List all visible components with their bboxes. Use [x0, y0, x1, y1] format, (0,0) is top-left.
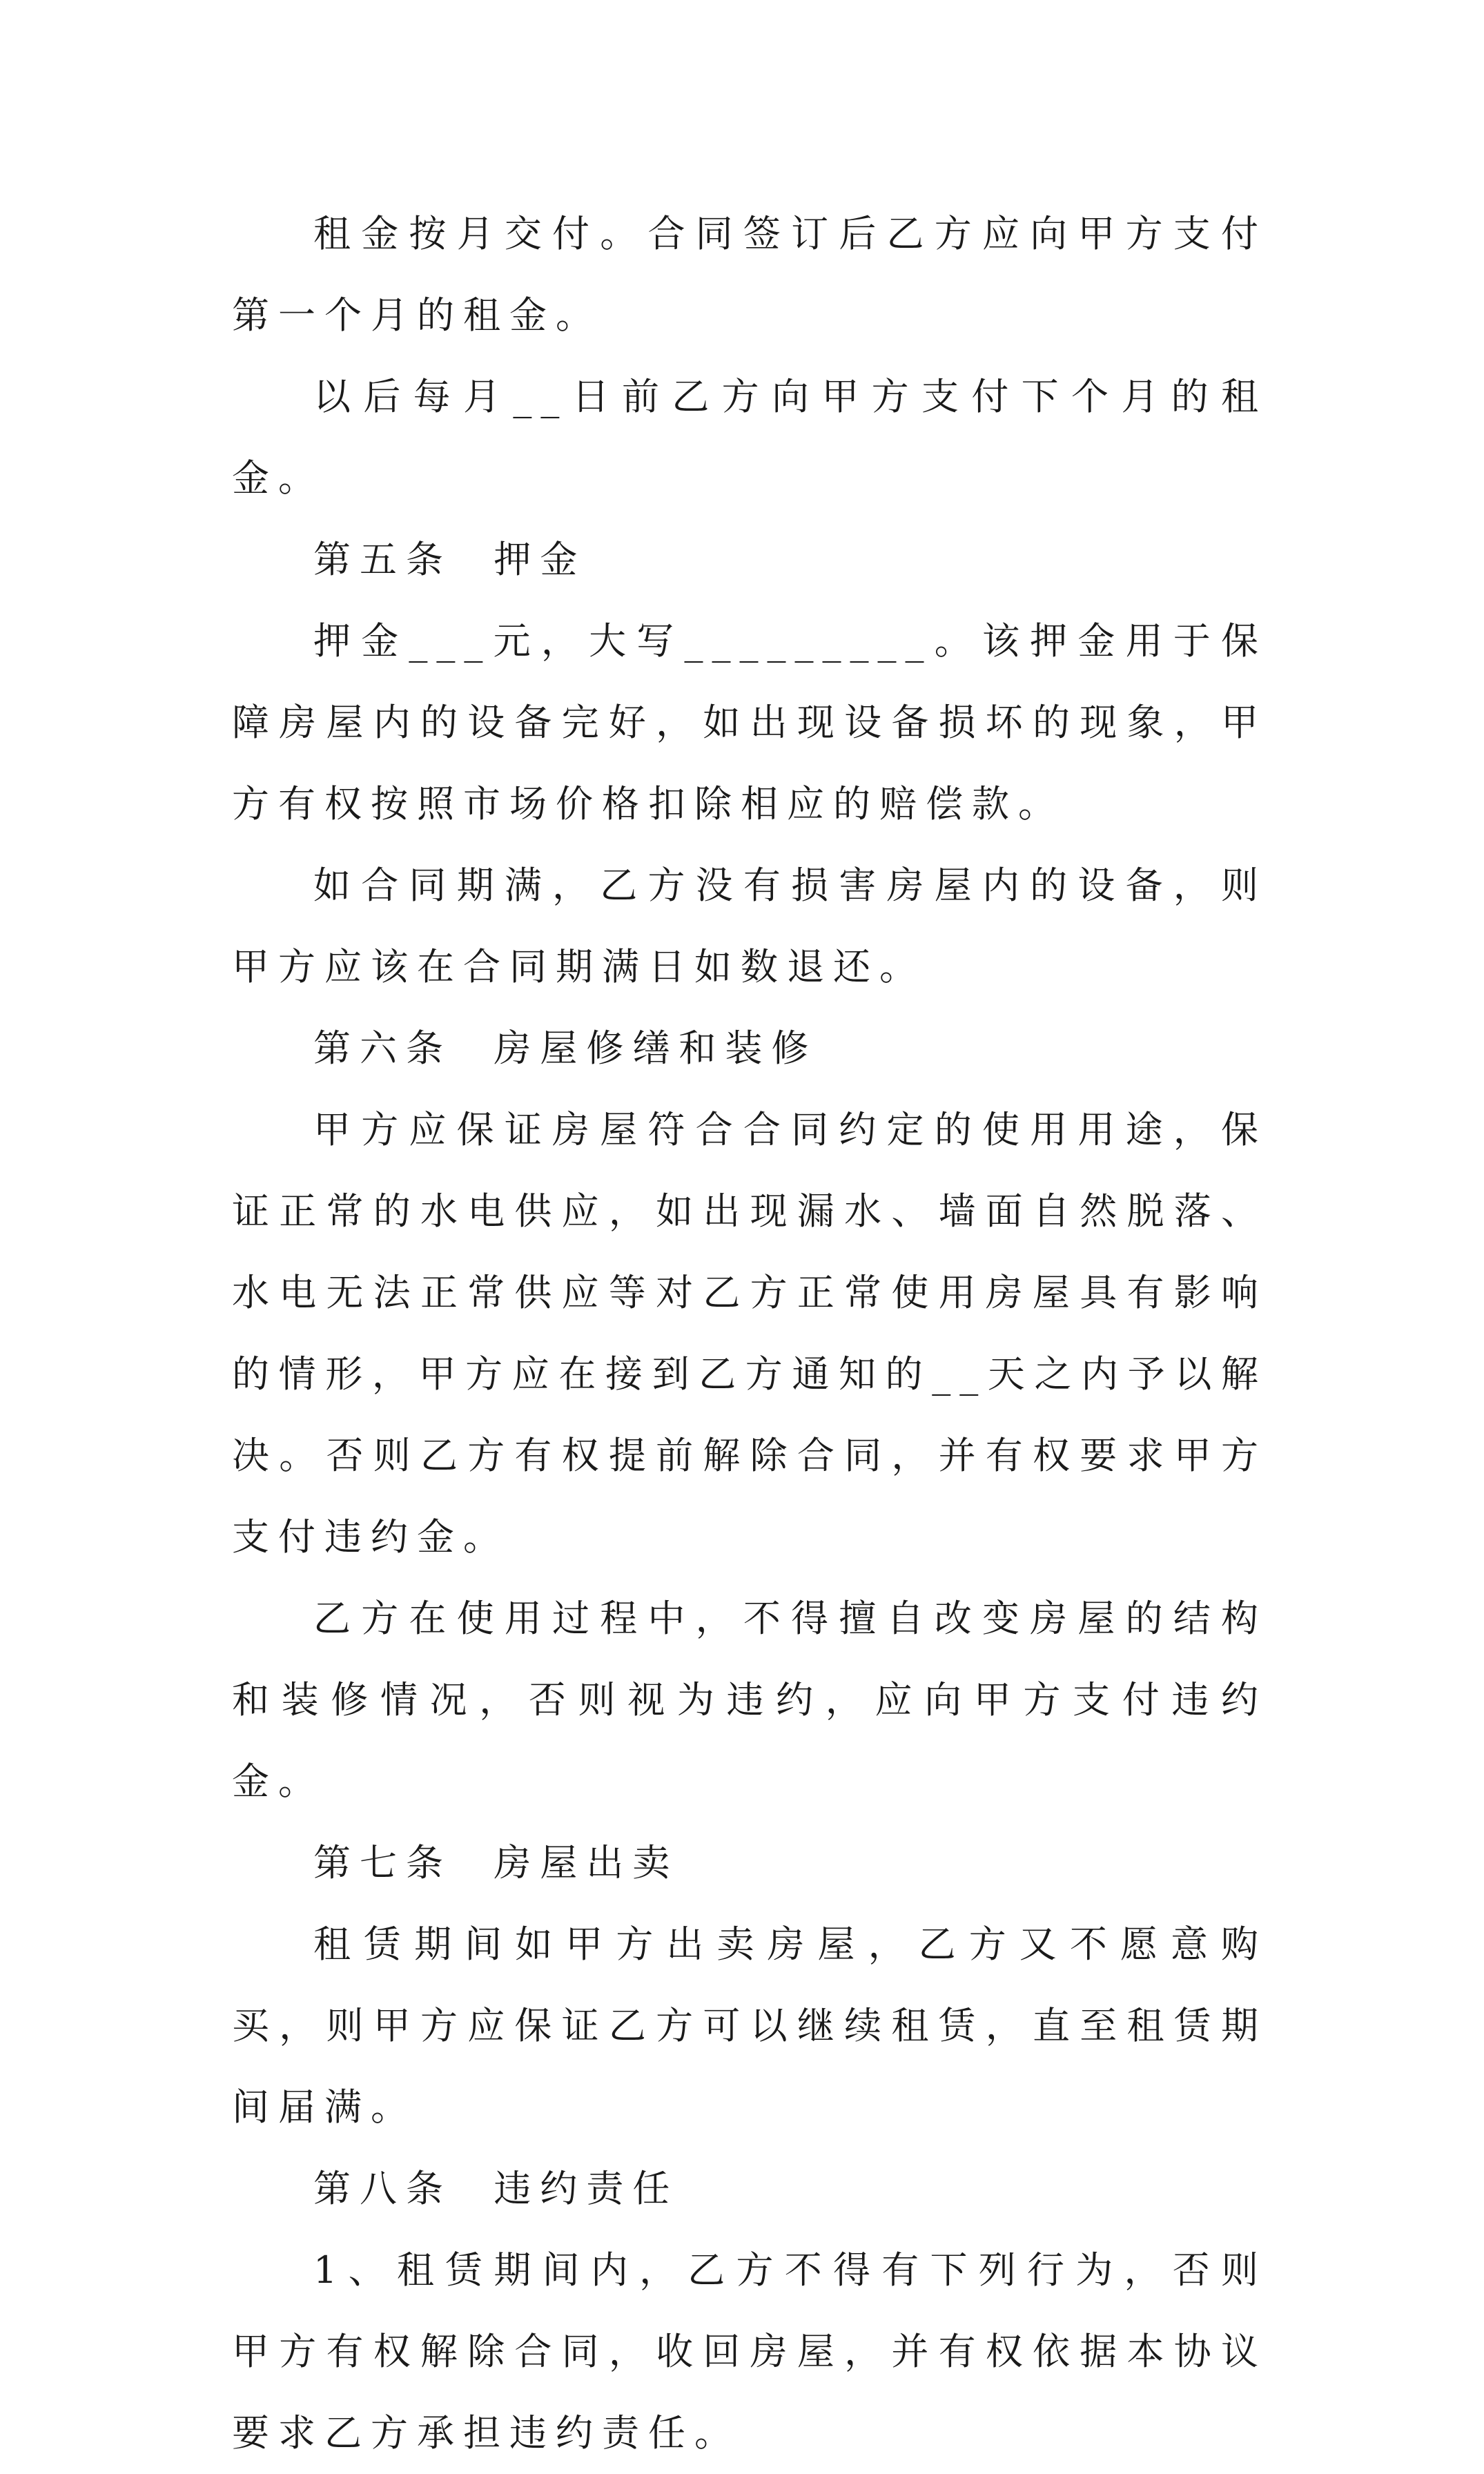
paragraph-monthly-rent: 以后每月__日前乙方向甲方支付下个月的租金。: [232, 375, 1267, 500]
document-body: [232, 193, 1267, 2474]
paragraph-repairs: 甲方应保证房屋符合合同约定的使用用途，保证正常的水电供应，如出现漏水、墙面自然脱落、水电无法正常供应等对乙方正常使用房屋具有影响的情形，甲方应在接到乙方通知的__天之内予以解决。否则乙方有权提前解除合同，并有权要求甲方支付违约金。: [232, 1108, 1267, 1559]
heading-article-5: 第五条 押金: [313, 538, 587, 581]
paragraph-deposit-refund: 如合同期满，乙方没有损害房屋内的设备，则甲方应该在合同期满日如数退还。: [232, 864, 1267, 988]
paragraph-breach-1: 1、租赁期间内，乙方不得有下列行为，否则甲方有权解除合同，收回房屋，并有权依据本协议要求乙方承担违约责任。: [232, 2248, 1267, 2455]
heading-article-6: 第六条 房屋修缮和装修: [313, 1026, 818, 1070]
paragraph-deposit: 押金___元，大写_________。该押金用于保障房屋内的设备完好，如出现设备损坏的现象，甲方有权按照市场价格扣除相应的赔偿款。: [232, 619, 1267, 826]
heading-article-7: 第七条 房屋出卖: [313, 1841, 679, 1884]
paragraph-renovation: 乙方在使用过程中，不得擅自改变房屋的结构和装修情况，否则视为违约，应向甲方支付违约金。: [232, 1597, 1267, 1803]
paragraph-rent-payment: 租金按月交付。合同签订后乙方应向甲方支付第一个月的租金。: [232, 212, 1267, 337]
heading-article-8: 第八条 违约责任: [313, 2167, 679, 2210]
paragraph-house-sale: 租赁期间如甲方出卖房屋，乙方又不愿意购买，则甲方应保证乙方可以继续租赁，直至租赁期间届满。: [232, 1922, 1267, 2129]
